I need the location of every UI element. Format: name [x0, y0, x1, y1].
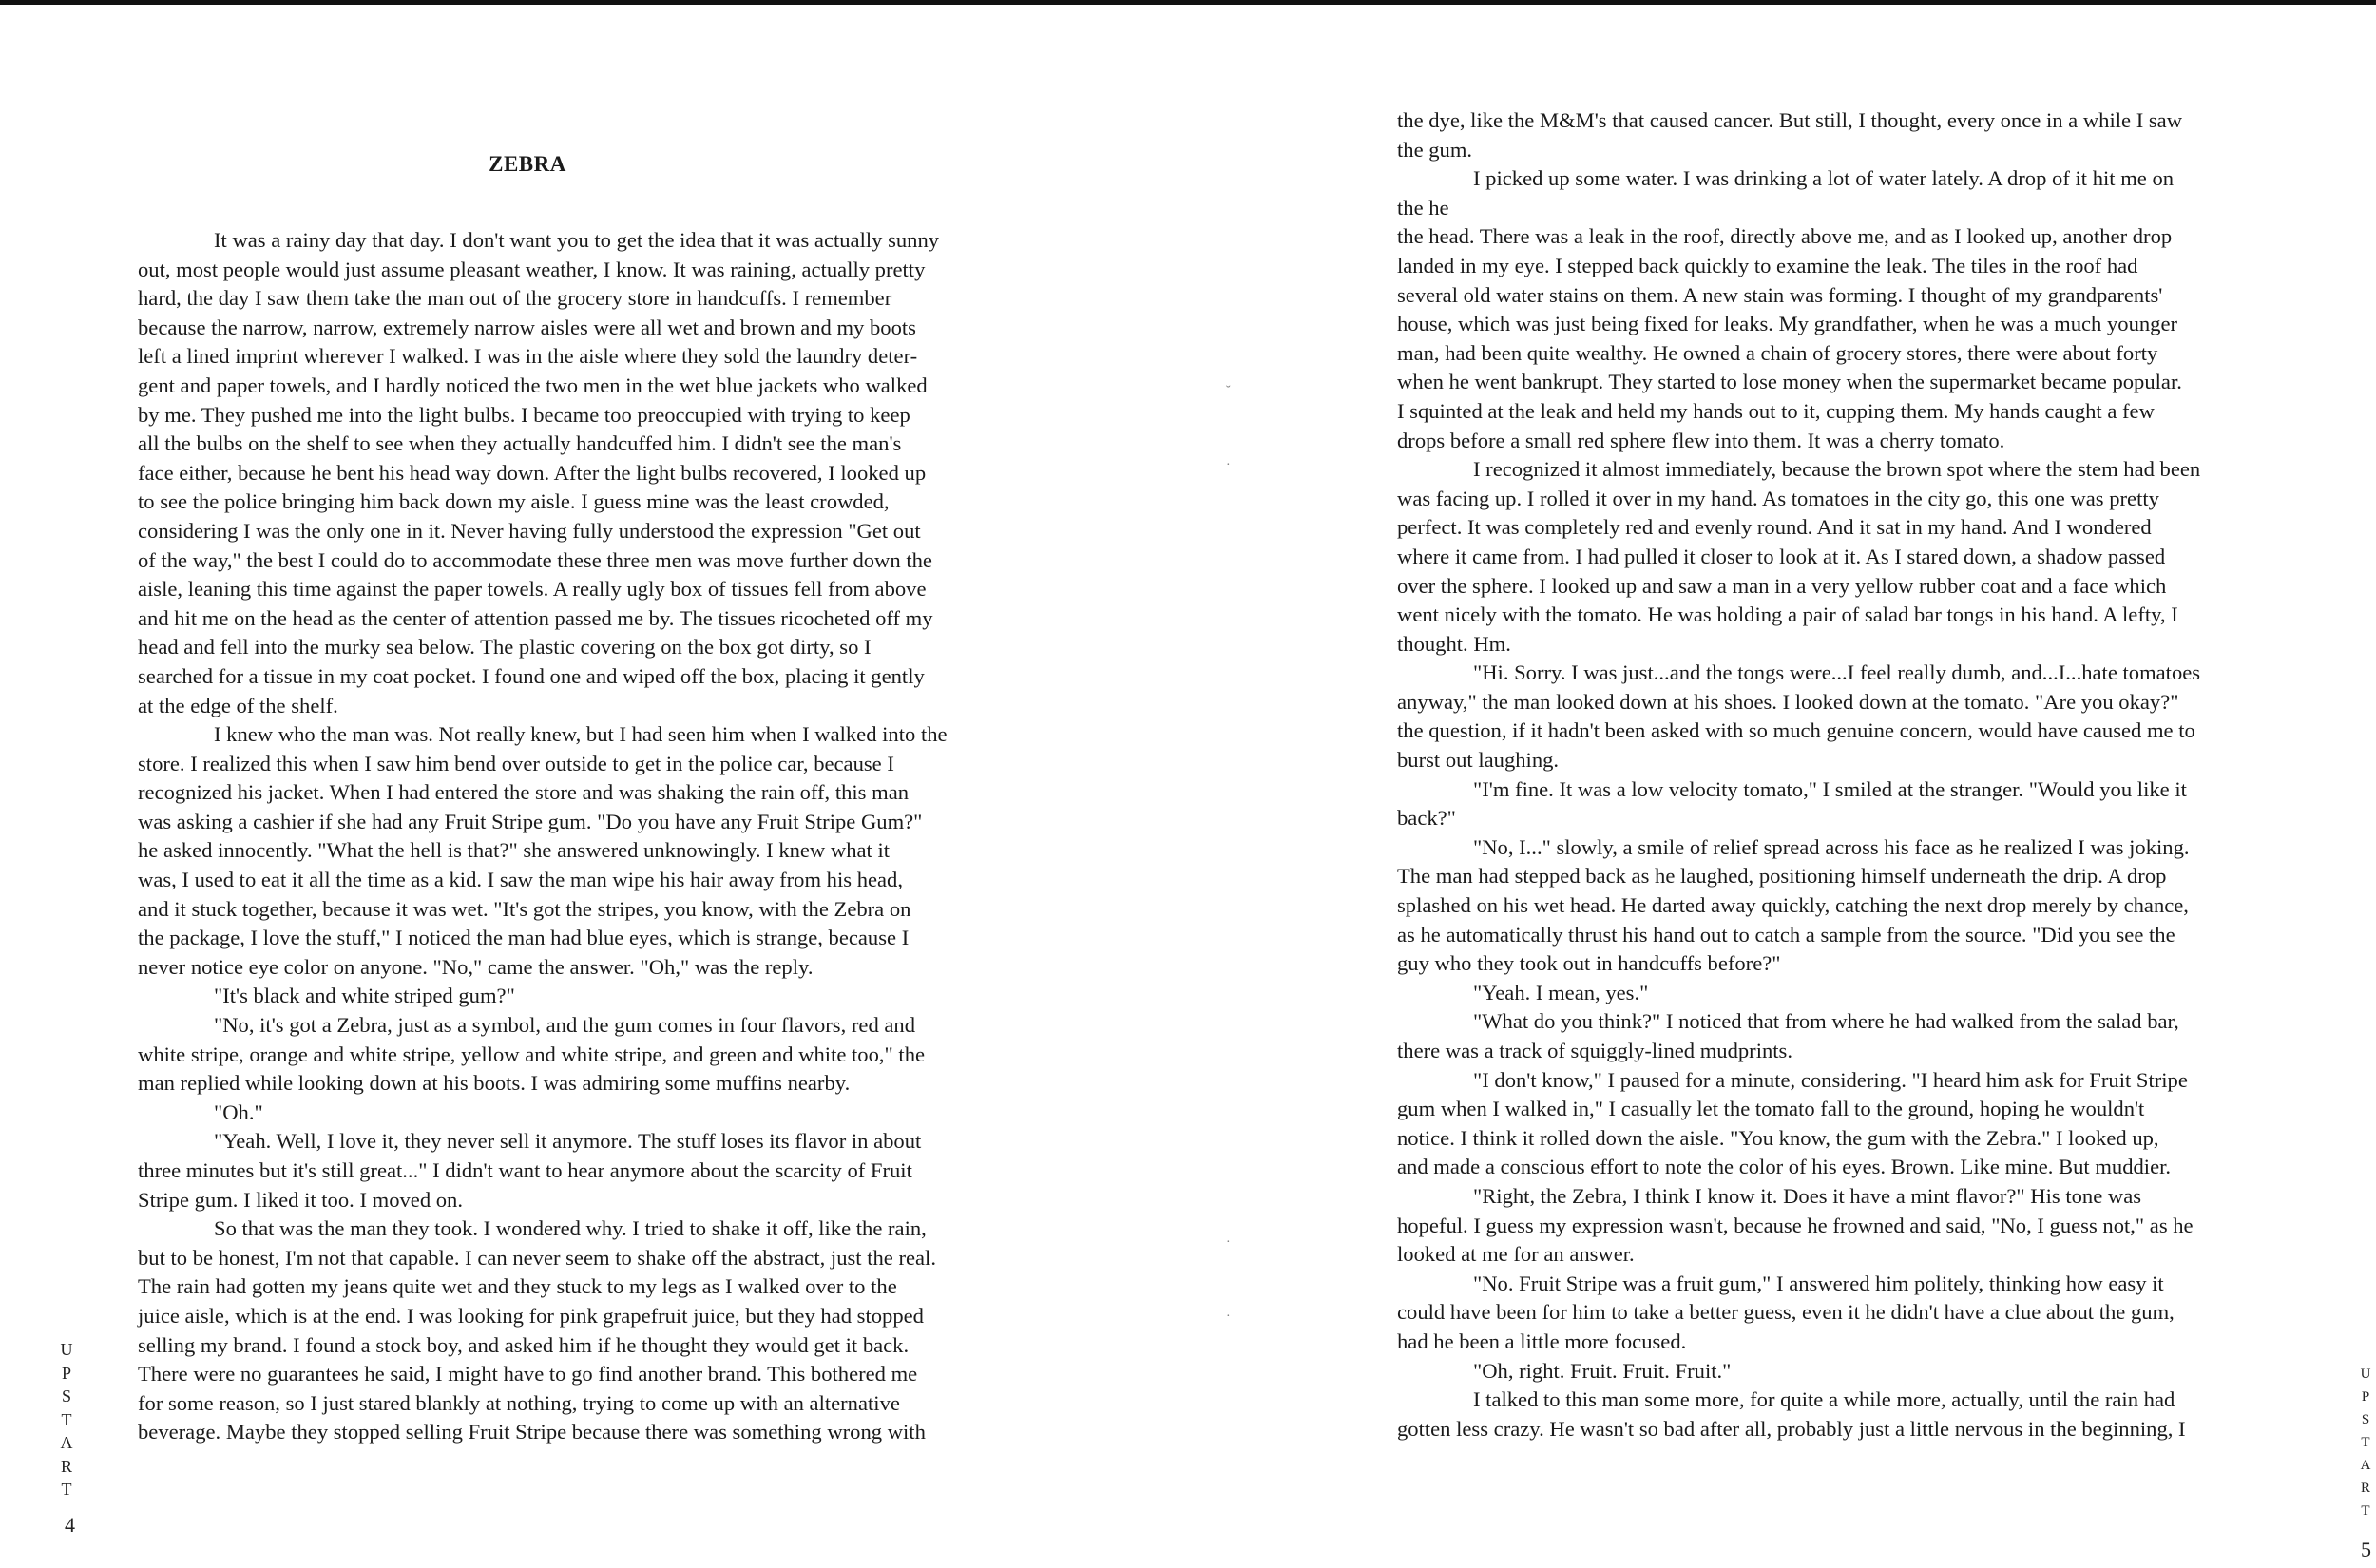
text-line: head and fell into the murky sea below. The plastic covering on the box got dirty, so I: [138, 635, 872, 660]
text-line: Stripe gum. I liked it too. I moved on.: [138, 1187, 464, 1212]
text-line: "Yeah. I mean, yes.": [1473, 980, 1649, 1004]
text-line: "Oh, right. Fruit. Fruit. Fruit.": [1473, 1358, 1732, 1383]
text-line: gent and paper towels, and I hardly noticed the two men in the wet blue jackets who walked: [138, 373, 928, 397]
text-line: "Yeah. Well, I love it, they never sell it anymore. The stuff loses its flavor in about: [214, 1129, 922, 1154]
text-line: "No. Fruit Stripe was a fruit gum," I answered him politely, thinking how easy it: [1473, 1271, 2164, 1295]
text-line: "No, I..." slowly, a smile of relief spread across his face as he realized I was joking.: [1473, 834, 2190, 859]
scan-mark: ·: [1226, 1235, 1231, 1250]
text-line: I squinted at the leak and held my hands out to it, cupping them. My hands caught a few: [1397, 398, 2155, 423]
paragraph: [1397, 1066, 2306, 1182]
text-line: beverage. Maybe they stopped selling Fruit Stripe because there was something wrong with: [138, 1420, 926, 1444]
text-line: "Oh.": [214, 1100, 263, 1124]
top-border-rule: [0, 0, 2376, 5]
left-page-number: 4: [65, 1513, 75, 1537]
text-line: "I don't know," I paused for a minute, considering. "I heard him ask for Fruit Stripe: [1473, 1067, 2188, 1092]
text-line: where it came from. I had pulled it closer to look at it. As I stared down, a shadow passed: [1397, 544, 2166, 568]
paragraph: [138, 1099, 1050, 1128]
text-line: never notice eye color on anyone. "No," came the answer. "Oh," was the reply.: [138, 954, 814, 979]
paragraph: [1397, 1386, 2306, 1444]
text-line: anyway," the man looked down at his shoes. I looked down at the tomato. "Are you okay?": [1397, 689, 2179, 714]
margin-letter: T: [2361, 1503, 2370, 1519]
text-line: gotten less crazy. He wasn't so bad after all, probably just a little nervous in the beginning, I: [1397, 1416, 2186, 1441]
text-line: by me. They pushed me into the light bulbs. I became too preoccupied with trying to keep: [138, 402, 910, 427]
text-line: man, had been quite wealthy. He owned a chain of grocery stores, there were about forty: [1397, 340, 2158, 365]
paragraph: [138, 1127, 1050, 1214]
text-line: several old water stains on them. A new stain was forming. I thought of my grandparents': [1397, 282, 2163, 307]
text-line: I recognized it almost immediately, because the brown spot where the stem had been: [1473, 457, 2201, 482]
story-title: ZEBRA: [489, 152, 566, 176]
text-line: notice. I think it rolled down the aisle. "You know, the gum with the Zebra." I looked up,: [1397, 1125, 2159, 1150]
paragraph: [1397, 1007, 2306, 1065]
text-line: out, most people would just assume pleasant weather, I know. It was raining, actually pretty: [138, 257, 926, 281]
text-line: all the bulbs on the shelf to see when they actually handcuffed him. I didn't see the man's: [138, 431, 902, 456]
paragraph: [1397, 106, 2306, 164]
scan-mark: ·: [1226, 458, 1231, 472]
text-line: I talked to this man some more, for quite a while more, actually, until the rain had: [1473, 1387, 2175, 1412]
text-line: over the sphere. I looked up and saw a man in a very yellow rubber coat and a face which: [1397, 573, 2167, 598]
text-line: as he automatically thrust his hand out to catch a sample from the source. "Did you see the: [1397, 922, 2175, 947]
paragraph: [1397, 775, 2306, 833]
text-line: face either, because he bent his head way down. After the light bulbs recovered, I looked up: [138, 460, 927, 485]
scan-mark: ˘: [1226, 384, 1231, 398]
text-line: "Right, the Zebra, I think I know it. Does it have a mint flavor?" His tone was: [1473, 1183, 2142, 1208]
text-line: There were no guarantees he said, I might have to go find another brand. This bothered me: [138, 1362, 918, 1386]
text-line: splashed on his wet head. He darted away quickly, catching the next drop merely by chance,: [1397, 893, 2189, 918]
text-line: considering I was the only one in it. Never having fully understood the expression "Get out: [138, 518, 921, 543]
text-line: The man had stepped back as he laughed, positioning himself underneath the drip. A drop: [1397, 864, 2167, 889]
margin-letter: R: [60, 1456, 72, 1476]
text-line: burst out laughing.: [1397, 748, 1560, 773]
text-line: when he went bankrupt. They started to lose money when the supermarket became popular.: [1397, 370, 2182, 394]
text-line: the he: [1397, 195, 1449, 220]
right-page-number: 5: [2361, 1538, 2371, 1561]
text-line: of the way," the best I could do to accommodate these three men was move further down the: [138, 547, 932, 572]
scan-mark: ·: [1226, 1310, 1231, 1324]
text-line: juice aisle, which is at the end. I was looking for pink grapefruit juice, but they had stopped: [138, 1303, 924, 1328]
text-line: hopeful. I guess my expression wasn't, because he frowned and said, "No, I guess not," as he: [1397, 1213, 2194, 1237]
paragraph: [1397, 659, 2306, 774]
paragraph: [1397, 833, 2306, 979]
text-line: "Hi. Sorry. I was just...and the tongs were...I feel really dumb, and...I...hate tomatoes: [1473, 660, 2201, 685]
text-line: the dye, like the M&M's that caused cancer. But still, I thought, every once in a while I saw: [1397, 108, 2183, 132]
text-line: "What do you think?" I noticed that from where he had walked from the salad bar,: [1473, 1009, 2179, 1034]
text-line: house, which was just being fixed for leaks. My grandfather, when he was a much younger: [1397, 312, 2178, 336]
paragraph: [1397, 222, 2306, 455]
text-line: could have been for him to take a better guess, even it he didn't have a clue about the gum,: [1397, 1300, 2175, 1325]
paragraph: [1397, 1270, 2306, 1357]
text-line: he asked innocently. "What the hell is that?" she answered unknowingly. I knew what it: [138, 838, 891, 863]
text-line: selling my brand. I found a stock boy, and asked him if he thought they would get it back.: [138, 1332, 910, 1357]
margin-letter: U: [60, 1340, 73, 1359]
text-line: was, I used to eat it all the time as a kid. I saw the man wipe his hair away from his head,: [138, 868, 903, 892]
text-line: "No, it's got a Zebra, just as a symbol, and the gum comes in four flavors, red and: [214, 1013, 916, 1038]
text-line: It was a rainy day that day. I don't want you to get the idea that it was actually sunny: [214, 228, 940, 252]
text-line: and hit me on the head as the center of attention passed me by. The tissues ricocheted off my: [138, 605, 933, 630]
text-line: the question, if it hadn't been asked with so much genuine concern, would have caused me to: [1397, 718, 2195, 743]
paragraph: [1397, 1357, 2306, 1386]
text-line: the package, I love the stuff," I noticed the man had blue eyes, which is strange, because I: [138, 926, 910, 950]
text-line: the gum.: [1397, 137, 1473, 162]
text-line: but to be honest, I'm not that capable. I can never seem to shake off the abstract, just the real.: [138, 1245, 936, 1270]
text-line: guy who they took out in handcuffs before?": [1397, 951, 1781, 976]
text-line: was asking a cashier if she had any Fruit Stripe gum. "Do you have any Fruit Stripe Gum?": [138, 809, 923, 833]
text-line: looked at me for an answer.: [1397, 1242, 1635, 1267]
text-line: I knew who the man was. Not really knew, but I had seen him when I walked into the: [214, 722, 948, 747]
text-line: "I'm fine. It was a low velocity tomato," I smiled at the stranger. "Would you like it: [1473, 776, 2187, 801]
text-line: to see the police bringing him back down my aisle. I guess mine was the least crowded,: [138, 489, 890, 514]
text-line: man replied while looking down at his boots. I was admiring some muffins nearby.: [138, 1071, 851, 1096]
text-line: store. I realized this when I saw him bend over outside to get in the police car, because I: [138, 751, 894, 775]
margin-letter: T: [2361, 1435, 2370, 1450]
text-line: I picked up some water. I was drinking a lot of water lately. A drop of it hit me on: [1473, 166, 2175, 191]
text-line: thought. Hm.: [1397, 631, 1511, 656]
paragraph: [138, 720, 1050, 982]
text-line: recognized his jacket. When I had entered the store and was shaking the rain off, this man: [138, 780, 910, 805]
margin-letter: S: [61, 1386, 71, 1405]
left-page-body: [138, 226, 1050, 1447]
paragraph: [1397, 979, 2306, 1008]
margin-letter: P: [2361, 1389, 2370, 1405]
text-line: went nicely with the tomato. He was holding a pair of salad bar tongs in his hand. A lefty, I: [1397, 602, 2178, 627]
paragraph: [138, 226, 1050, 720]
margin-letter: S: [2361, 1412, 2370, 1427]
margin-letter: U: [2360, 1367, 2371, 1382]
text-line: drops before a small red sphere flew into them. It was a cherry tomato.: [1397, 428, 2005, 452]
text-line: the head. There was a leak in the roof, directly above me, and as I looked up, another drop: [1397, 224, 2173, 249]
text-line: perfect. It was completely red and evenly round. And it sat in my hand. And I wondered: [1397, 515, 2152, 540]
text-line: gum when I walked in," I casually let the tomato fall to the ground, hoping he wouldn't: [1397, 1097, 2145, 1121]
margin-letter: A: [60, 1433, 73, 1452]
text-line: back?": [1397, 806, 1456, 831]
text-line: at the edge of the shelf.: [138, 693, 338, 717]
margin-letter: T: [61, 1409, 72, 1429]
text-line: because the narrow, narrow, extremely narrow aisles were all wet and brown and my boots: [138, 315, 916, 339]
paragraph: [138, 1214, 1050, 1447]
text-line: and made a conscious effort to note the color of his eyes. Brown. Like mine. But muddier.: [1397, 1155, 2172, 1179]
text-line: So that was the man they took. I wondered why. I tried to shake it off, like the rain,: [214, 1216, 927, 1241]
paragraph: [1397, 455, 2306, 659]
text-line: left a lined imprint wherever I walked. I was in the aisle where they sold the laundry deter-: [138, 344, 918, 369]
text-line: was facing up. I rolled it over in my hand. As tomatoes in the city go, this one was pretty: [1397, 486, 2159, 510]
text-line: three minutes but it's still great..." I didn't want to hear anymore about the scarcity of Fruit: [138, 1158, 912, 1182]
text-line: searched for a tissue in my coat pocket. I found one and wiped off the box, placing it gently: [138, 663, 925, 688]
text-line: there was a track of squiggly-lined mudprints.: [1397, 1039, 1792, 1062]
text-line: hard, the day I saw them take the man out of the grocery store in handcuffs. I remember: [138, 286, 892, 311]
text-line: landed in my eye. I stepped back quickly to examine the leak. The tiles in the roof had: [1397, 253, 2138, 277]
margin-letter: A: [2360, 1458, 2371, 1473]
left-page: [138, 152, 1050, 1447]
text-line: for some reason, so I just stared blankly at nothing, trying to come up with an alternative: [138, 1390, 900, 1415]
text-line: aisle, leaning this time against the paper towels. A really ugly box of tissues fell from above: [138, 577, 927, 602]
paragraph: [138, 1011, 1050, 1099]
margin-letter: R: [2360, 1481, 2370, 1496]
margin-letter: T: [61, 1480, 72, 1499]
text-line: "It's black and white striped gum?": [214, 984, 515, 1008]
right-page-body: [1397, 106, 2306, 1444]
text-line: The rain had gotten my jeans quite wet and they stuck to my legs as I walked over to the: [138, 1274, 897, 1299]
paragraph: [1397, 164, 2306, 222]
right-margin-label: [2357, 1363, 2374, 1522]
margin-letter: P: [61, 1363, 71, 1383]
left-margin-label: [57, 1338, 76, 1501]
paragraph: [138, 982, 1050, 1011]
text-line: white stripe, orange and white stripe, yellow and white stripe, and green and white too," the: [138, 1042, 926, 1066]
paragraph: [1397, 1182, 2306, 1270]
right-page: [1397, 106, 2306, 1444]
text-line: and it stuck together, because it was wet. "It's got the stripes, you know, with the Zebra on: [138, 896, 911, 921]
text-line: had he been a little more focused.: [1397, 1329, 1687, 1353]
